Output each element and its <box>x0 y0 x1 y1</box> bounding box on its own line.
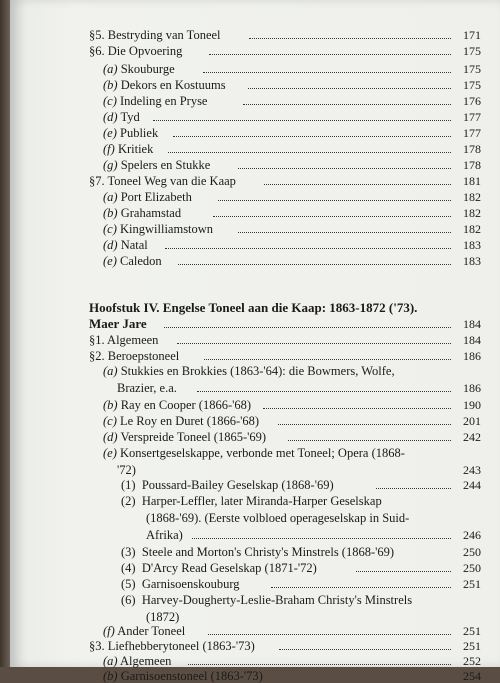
item-marker: (c) <box>103 414 117 428</box>
item-marker: (3) <box>121 545 136 559</box>
dot-leader <box>288 440 451 441</box>
item-marker: (f) <box>103 624 115 638</box>
toc-entry-label: Garnisoenskouburg <box>141 577 240 591</box>
item-marker: (5) <box>121 577 136 591</box>
page-number: 182 <box>463 206 481 220</box>
toc-entry-s6d <box>103 110 481 124</box>
toc-entry-label-line1: Harper-Leffler, later Miranda-Harper Geselskap <box>141 494 382 508</box>
toc-entry-ch4-s2e-cont <box>117 463 481 477</box>
page-number: 177 <box>463 126 481 140</box>
dot-leader <box>153 120 451 121</box>
item-marker: (a) <box>103 654 118 668</box>
page-number: 186 <box>463 381 481 395</box>
item-marker: (a) <box>103 364 118 378</box>
toc-entry-s7d <box>103 238 481 252</box>
toc-entry-ch4-s2e <box>103 446 453 461</box>
item-marker: (b) <box>103 398 118 412</box>
dot-leader <box>243 104 451 105</box>
toc-entry-s6a <box>103 62 481 76</box>
toc-entry-label: Le Roy en Duret (1866-'68) <box>120 414 260 428</box>
item-marker: (1) <box>121 478 136 492</box>
page-number: 177 <box>463 110 481 124</box>
page-number: 251 <box>463 624 481 638</box>
toc-entry-label: Garnisoenstoneel (1863-'73) <box>120 669 263 683</box>
toc-entry-label: §1. Algemeen <box>89 333 159 347</box>
dot-leader <box>356 571 451 572</box>
toc-entry-label: Ander Toneel <box>117 624 186 638</box>
toc-entry-ch4-s3a <box>103 654 481 668</box>
toc-entry-label: §7. Toneel Weg van die Kaap <box>89 174 236 188</box>
item-marker: (e) <box>103 446 117 460</box>
toc-entry-s6f <box>103 142 481 156</box>
page-number: 251 <box>463 639 481 653</box>
page-number: 182 <box>463 190 481 204</box>
toc-entry-label-line1: Stukkies en Brokkies (1863-'64): die Bowmers, Wolfe, <box>120 364 395 378</box>
toc-entry-label: Steele and Morton's Christy's Minstrels (1868-'69) <box>141 545 395 559</box>
page-number: 201 <box>463 414 481 428</box>
dot-leader <box>249 38 451 39</box>
toc-entry-label-line2: Brazier, e.a. <box>117 381 177 395</box>
toc-entry-s6e <box>103 126 481 140</box>
page-number: 181 <box>463 174 481 188</box>
toc-entry-ch4-s2e4 <box>121 561 481 575</box>
dot-leader <box>376 488 451 489</box>
chapter-heading-subtitle: Maer Jare <box>89 316 147 331</box>
toc-entry-label: Grahamstad <box>120 206 182 220</box>
toc-entry-ch4-s2e1 <box>121 478 481 492</box>
page-number: 175 <box>463 78 481 92</box>
page-number: 178 <box>463 142 481 156</box>
dot-leader <box>165 248 451 249</box>
toc-entry-ch4-s3b <box>103 669 481 683</box>
page-number: 243 <box>463 463 481 477</box>
page-number: 171 <box>463 28 481 42</box>
toc-entry-label-line2: '72) <box>117 463 136 477</box>
toc-entry-s5 <box>89 28 481 42</box>
toc-entry-s6b <box>103 78 481 92</box>
toc-entry-label: Tyd <box>120 110 140 124</box>
book-page <box>10 0 500 683</box>
toc-entry-s6 <box>89 44 481 58</box>
toc-entry-ch4-s2c <box>103 414 481 428</box>
page-number: 178 <box>463 158 481 172</box>
toc-entry-label: Spelers en Stukke <box>120 158 211 172</box>
page-number: 246 <box>463 528 481 542</box>
toc-entry-ch4-s2e2-l3 <box>146 528 481 542</box>
item-marker: (e) <box>103 254 117 268</box>
toc-entry-ch4-s3 <box>89 639 481 653</box>
toc-entry-ch4-s2e3 <box>121 545 481 559</box>
toc-entry-label: Verspreide Toneel (1865-'69) <box>120 430 267 444</box>
toc-entry-label: Natal <box>120 238 148 252</box>
toc-entry-label: Kritiek <box>117 142 154 156</box>
toc-entry-ch4-s2 <box>89 349 481 363</box>
dot-leader <box>238 232 451 233</box>
toc-entry-s7 <box>89 174 481 188</box>
toc-entry-label: Skouburge <box>120 62 175 76</box>
toc-entry-ch4-s2e6-cont <box>146 610 481 624</box>
dot-leader <box>203 72 451 73</box>
dot-leader <box>177 343 451 344</box>
toc-entry-s6c <box>103 94 481 108</box>
toc-entry-label: Caledon <box>120 254 162 268</box>
dot-leader <box>197 391 451 392</box>
toc-entry-label: Poussard-Bailey Geselskap (1868-'69) <box>141 478 334 492</box>
toc-entry-ch4-s2e2 <box>121 494 461 509</box>
toc-entry-ch4-s2a <box>103 364 453 379</box>
item-marker: (c) <box>103 222 117 236</box>
item-marker: (b) <box>103 669 118 683</box>
page-number: 186 <box>463 349 481 363</box>
toc-entry-label: §6. Die Opvoering <box>89 44 183 58</box>
book-spine-edge <box>0 0 10 667</box>
toc-entry-label-line1: Harvey-Dougherty-Leslie-Braham Christy's Minstrels <box>141 593 413 607</box>
dot-leader <box>168 152 451 153</box>
toc-entry-label-line2: (1872) <box>146 610 180 624</box>
dot-leader <box>264 184 451 185</box>
page-number: 184 <box>463 317 481 331</box>
dot-leader <box>208 634 451 635</box>
toc-entry-s7c <box>103 222 481 236</box>
chapter-heading: Hoofstuk IV. Engelse Toneel aan die Kaap: 1863-1872 ('73). <box>89 300 418 315</box>
dot-leader <box>218 200 451 201</box>
toc-entry-ch4-s2b <box>103 398 481 412</box>
toc-entry-label: §2. Beroepstoneel <box>89 349 180 363</box>
toc-entry-s7b <box>103 206 481 220</box>
toc-entry-label: §5. Bestryding van Toneel <box>89 28 221 42</box>
page-number: 250 <box>463 545 481 559</box>
toc-entry-label-line2: (1868-'69). (Eerste volbloed operageselskap in Suid- <box>146 511 410 525</box>
dot-leader <box>209 54 451 55</box>
item-marker: (d) <box>103 110 118 124</box>
chapter-heading-line2 <box>89 317 481 331</box>
table-of-contents <box>10 0 500 683</box>
toc-entry-s7a <box>103 190 481 204</box>
dot-leader <box>188 664 451 665</box>
toc-entry-ch4-s2e5 <box>121 577 481 591</box>
toc-entry-ch4-s2f <box>103 624 481 638</box>
toc-entry-ch4-s1 <box>89 333 481 347</box>
toc-entry-label: Port Elizabeth <box>120 190 192 204</box>
item-marker: (g) <box>103 158 118 172</box>
toc-entry-label: §3. Liefhebberytoneel (1863-'73) <box>89 639 255 653</box>
dot-leader <box>192 538 451 539</box>
toc-entry-ch4-s2a-cont <box>117 381 481 395</box>
item-marker: (6) <box>121 593 136 607</box>
item-marker: (a) <box>103 190 118 204</box>
dot-leader <box>248 88 451 89</box>
toc-entry-ch4-s2e2-l2 <box>146 511 466 526</box>
item-marker: (c) <box>103 94 117 108</box>
item-marker: (d) <box>103 430 118 444</box>
dot-leader <box>178 264 451 265</box>
page-number: 251 <box>463 577 481 591</box>
page-number: 184 <box>463 333 481 347</box>
item-marker: (b) <box>103 78 118 92</box>
page-number: 250 <box>463 561 481 575</box>
item-marker: (2) <box>121 494 136 508</box>
toc-entry-s7e <box>103 254 481 268</box>
page-number: 190 <box>463 398 481 412</box>
item-marker: (4) <box>121 561 136 575</box>
page-number: 252 <box>463 654 481 668</box>
toc-entry-label: D'Arcy Read Geselskap (1871-'72) <box>141 561 317 575</box>
toc-entry-ch4-s2e6 <box>121 593 466 608</box>
toc-entry-s6g <box>103 158 481 172</box>
page-number: 183 <box>463 238 481 252</box>
dot-leader <box>279 649 451 650</box>
page-number: 175 <box>463 62 481 76</box>
toc-entry-label: Ray en Cooper (1866-'68) <box>120 398 252 412</box>
item-marker: (f) <box>103 142 115 156</box>
item-marker: (a) <box>103 62 118 76</box>
dot-leader <box>173 136 451 137</box>
toc-entry-label-line3: Afrika) <box>146 528 183 542</box>
toc-entry-label: Dekors en Kostuums <box>120 78 226 92</box>
toc-entry-ch4-s2d <box>103 430 481 444</box>
page-number: 175 <box>463 44 481 58</box>
page-number: 244 <box>463 478 481 492</box>
page-number: 176 <box>463 94 481 108</box>
page-number: 254 <box>463 669 481 683</box>
page-number: 242 <box>463 430 481 444</box>
toc-entry-label: Algemeen <box>120 654 172 668</box>
dot-leader <box>278 424 451 425</box>
dot-leader <box>271 587 451 588</box>
item-marker: (d) <box>103 238 118 252</box>
page-number: 183 <box>463 254 481 268</box>
toc-entry-label: Publiek <box>120 126 159 140</box>
toc-entry-label-line1: Konsertgeselskappe, verbonde met Toneel; Opera (1868- <box>120 446 405 460</box>
toc-entry-label: Kingwilliamstown <box>120 222 214 236</box>
item-marker: (e) <box>103 126 117 140</box>
page-number: 182 <box>463 222 481 236</box>
dot-leader <box>164 327 451 328</box>
dot-leader <box>263 408 451 409</box>
item-marker: (b) <box>103 206 118 220</box>
dot-leader <box>213 216 451 217</box>
toc-entry-label: Indeling en Pryse <box>120 94 208 108</box>
dot-leader <box>204 359 451 360</box>
dot-leader <box>238 168 451 169</box>
